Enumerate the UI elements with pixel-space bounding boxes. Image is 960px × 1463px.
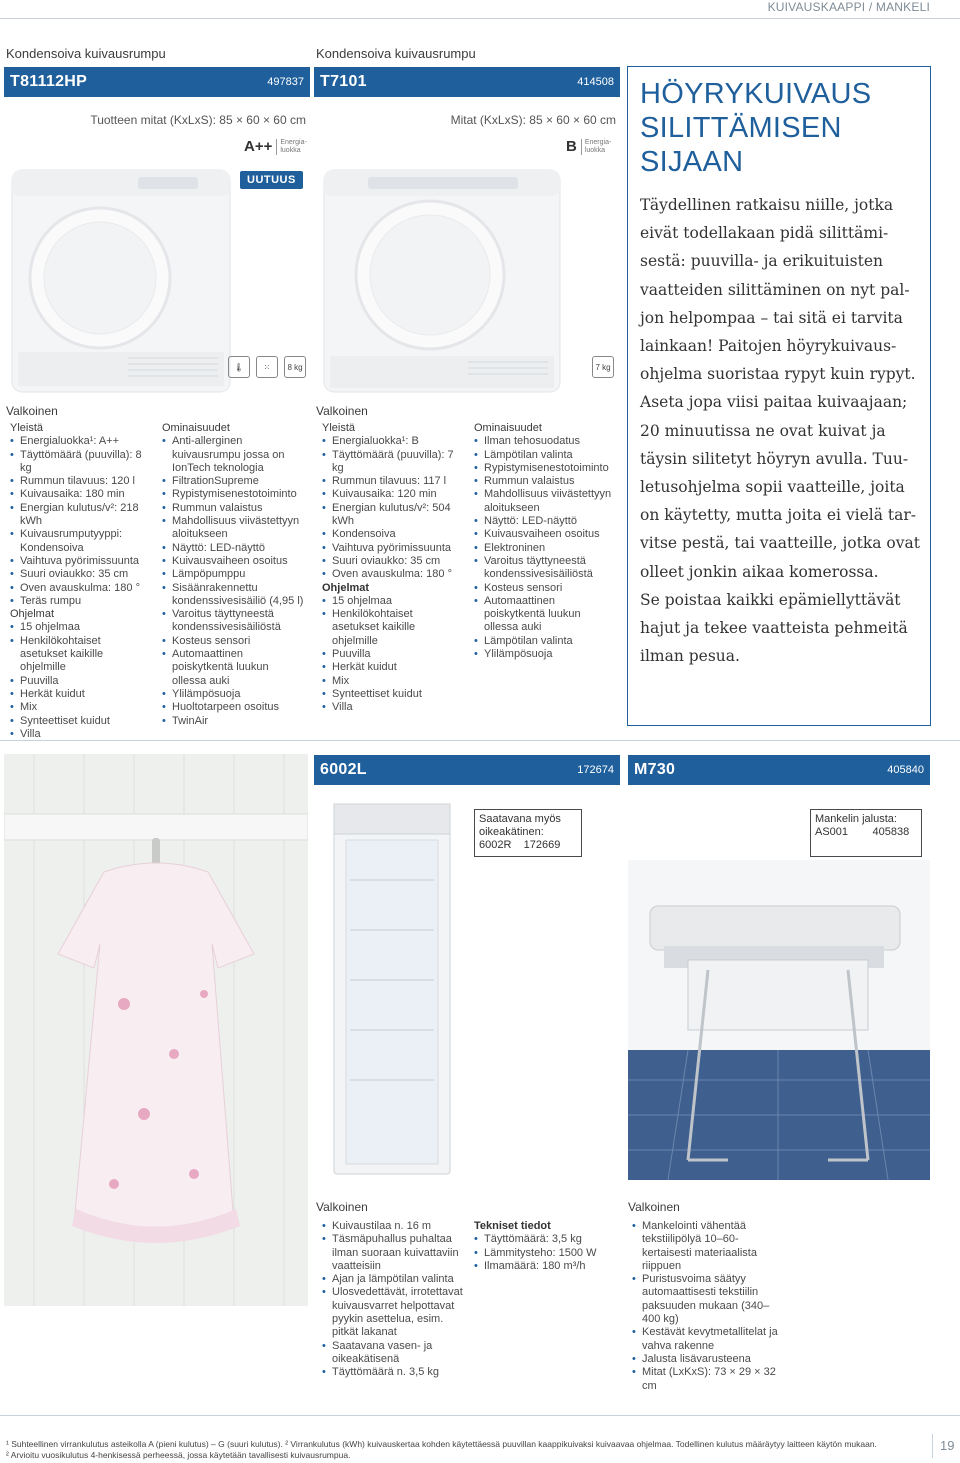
list-item: • Lämpötilan valinta xyxy=(474,449,616,462)
product1-code: 497837 xyxy=(267,76,304,88)
product4-features-list xyxy=(632,1220,782,1393)
panel-text-line: 20 minuutissa ne ovat kuivat ja xyxy=(640,421,886,440)
product2-general-heading: Yleistä xyxy=(322,422,356,434)
panel-text-line: Se poistaa kaikki epämiellyttävät xyxy=(640,590,901,609)
product2-features-column xyxy=(474,422,616,661)
note-line: AS001 405838 xyxy=(815,826,910,838)
product4-stand-note xyxy=(810,809,922,857)
panel-title xyxy=(640,77,871,179)
list-item: • FiltrationSupreme xyxy=(162,475,304,488)
product3-model: 6002L xyxy=(320,761,367,778)
list-item: • Näyttö: LED-näyttö xyxy=(162,542,304,555)
list-item: • Ylilämpösuoja xyxy=(474,648,616,661)
product2-features-heading: Ominaisuudet xyxy=(474,422,542,434)
dress-photo xyxy=(4,754,308,1306)
list-item: • Sisäänrakennettu kondenssivesisäiliö (4,95 l) xyxy=(162,582,304,609)
footnote: ² Arvioitu vuosikulutus 4-henkisessä perheessä, jossa käytetään tavallisesti kuivausrumpua. xyxy=(6,1450,351,1460)
ironer-image xyxy=(628,860,930,1180)
list-item: • Vaihtuva pyörimissuunta xyxy=(10,555,150,568)
product1-features-column xyxy=(162,422,304,728)
list-item: • Kuivaustilaa n. 16 m xyxy=(322,1220,464,1233)
panel-text-line: Täydellinen ratkaisu niille, jotka xyxy=(640,196,894,214)
list-item: • Rummun valaistus xyxy=(162,502,304,515)
product1-color: Valkoinen xyxy=(6,404,58,418)
product1-general-heading: Yleistä xyxy=(10,422,44,434)
list-item: • Herkät kuidut xyxy=(10,688,150,701)
capacity-icon: 7 kg xyxy=(592,356,614,378)
product1-model: T81112HP xyxy=(10,73,88,90)
list-item: • Rummun valaistus xyxy=(474,475,616,488)
list-item: • Suuri oviaukko: 35 cm xyxy=(322,555,462,568)
product2-energy-caption: Energia- luokka xyxy=(581,139,613,155)
list-item: • Täyttömäärä: 3,5 kg xyxy=(474,1233,616,1246)
list-item: • Kuivausvaiheen osoitus xyxy=(162,555,304,568)
list-item: • Energian kulutus/v²: 218 kWh xyxy=(10,502,150,529)
product4-title-bar xyxy=(628,755,930,785)
middle-rule xyxy=(0,740,960,741)
product1-title-bar xyxy=(4,67,310,97)
list-item: • Oven avauskulma: 180 ° xyxy=(322,568,462,581)
product1-features-heading: Ominaisuudet xyxy=(162,422,230,434)
footer-rule xyxy=(0,1415,960,1416)
panel-text-line: letusohjelma sopii vaatteille, joita xyxy=(640,478,905,497)
panel-text-line: ilman pesua. xyxy=(640,647,740,666)
panel-text-line: olleet jonkin aikaa komerossa. xyxy=(640,562,879,581)
list-item: • Rummun tilavuus: 120 l xyxy=(10,475,150,488)
product3-tech-list xyxy=(474,1233,616,1273)
product2-programs-list xyxy=(322,595,462,715)
product2-title-bar xyxy=(314,67,620,97)
list-item: • Kosteus sensori xyxy=(474,582,616,595)
list-item: • Elektroninen xyxy=(474,542,616,555)
product1-programs-list xyxy=(10,621,150,741)
list-item: • Villa xyxy=(322,701,462,714)
panel-text-line: ohjelma suoristaa rypyt kuin rypyt. xyxy=(640,365,916,384)
list-item: • Huoltotarpeen osoitus xyxy=(162,701,304,714)
list-item: • Energian kulutus/v²: 504 kWh xyxy=(322,502,462,529)
dress-illustration xyxy=(4,754,308,1306)
list-item: • Villa xyxy=(10,728,150,741)
list-item: • Ulosvedettävät, irrotettavat kuivausvarret helpottavat pyykin asettelua, esim. pitkät lakanat xyxy=(322,1286,464,1339)
footnote: ¹ Suhteellinen virrankulutus asteikolla A (pieni kulutus) – G (suuri kulutus). ² Virrankulutus (kWh) kuivauskertaa kohden käytettäessä puuvillan kaappikuivaksi kuivaavaa ohjelmaa. Todellinen kulutus määräytyy laitteen käytön mukaan. xyxy=(6,1439,877,1449)
list-item: • Ilman tehosuodatus xyxy=(474,435,616,448)
product1-new-badge: UUTUUS xyxy=(240,171,303,189)
panel-text-line: vaatteiden silittäminen on nyt pal- xyxy=(640,280,910,299)
product3-features-column xyxy=(322,1220,464,1380)
list-item: • 15 ohjelmaa xyxy=(10,621,150,634)
steam-dots-icon: ⁙ xyxy=(256,356,278,378)
drying-cabinet-image xyxy=(328,800,458,1180)
product2-general-list xyxy=(322,435,462,581)
list-item: • Energialuokka¹: B xyxy=(322,435,462,448)
product3-tech-heading: Tekniset tiedot xyxy=(474,1220,551,1232)
product1-energy-caption: Energia- luokka xyxy=(276,139,308,155)
product2-energy-class: B xyxy=(566,138,577,155)
list-item: • Kondensoiva xyxy=(322,528,462,541)
product2-programs-heading: Ohjelmat xyxy=(322,581,370,594)
list-item: • Lämpötilan valinta xyxy=(474,635,616,648)
product1-category: Kondensoiva kuivausrumpu xyxy=(6,46,166,61)
list-item: • Näyttö: LED-näyttö xyxy=(474,515,616,528)
list-item: • Suuri oviaukko: 35 cm xyxy=(10,568,150,581)
list-item: • Vaihtuva pyörimissuunta xyxy=(322,542,462,555)
product2-category: Kondensoiva kuivausrumpu xyxy=(316,46,476,61)
product1-energy-label xyxy=(244,138,308,155)
list-item: • Ilmamäärä: 180 m³/h xyxy=(474,1260,616,1273)
product1-features-list xyxy=(162,435,304,728)
list-item: • TwinAir xyxy=(162,715,304,728)
dryer-illustration xyxy=(8,130,238,395)
product3-color: Valkoinen xyxy=(316,1200,368,1214)
panel-title-line: HÖYRYKUIVAUS xyxy=(640,78,872,110)
list-item: • Saatavana vasen- ja oikeakätisenä xyxy=(322,1340,464,1367)
footnotes xyxy=(6,1439,921,1461)
note-line: oikeakätinen: xyxy=(479,826,544,838)
list-item: • Mahdollisuus viivästettyyn aloitukseen xyxy=(474,488,616,515)
list-item: • Puristusvoima säätyy automaattisesti tekstiilin paksuuden mukaan (340–400 kg) xyxy=(632,1273,782,1326)
product1-general-list xyxy=(10,435,150,608)
cabinet-illustration xyxy=(328,800,458,1180)
list-item: • Kuivausrumputyyppi: Kondensoiva xyxy=(10,528,150,555)
list-item: • Automaattinen poiskytkentä luukun ollessa auki xyxy=(162,648,304,688)
product1-general-column xyxy=(10,422,150,741)
panel-text-line: sestä: puuvilla- ja erikuituisten xyxy=(640,252,883,271)
list-item: • Kosteus sensori xyxy=(162,635,304,648)
steam-drying-panel xyxy=(627,66,931,726)
product2-general-column xyxy=(322,422,462,715)
product3-variant-note xyxy=(474,809,582,857)
capacity-icon: 8 kg xyxy=(284,356,306,378)
product4-model: M730 xyxy=(634,761,676,778)
product2-model: T7101 xyxy=(320,73,367,90)
list-item: • Henkilökohtaiset asetukset kaikille ohjelmille xyxy=(322,608,462,648)
list-item: • Täsmäpuhallus puhaltaa ilman suoraan kuivattaviin vaatteisiin xyxy=(322,1233,464,1273)
list-item: • Lämmitysteho: 1500 W xyxy=(474,1247,616,1260)
list-item: • Herkät kuidut xyxy=(322,661,462,674)
note-line: 6002R 172669 xyxy=(479,839,561,851)
product3-code: 172674 xyxy=(577,764,614,776)
list-item: • Lämpöpumppu xyxy=(162,568,304,581)
dryer-illustration xyxy=(318,150,578,395)
product4-code: 405840 xyxy=(887,764,924,776)
list-item: • Mix xyxy=(10,701,150,714)
panel-text-line: eivät todellakaan pidä silittämi- xyxy=(640,224,889,243)
product2-dimensions: Mitat (KxLxS): 85 × 60 × 60 cm xyxy=(450,113,616,127)
list-item: • Teräs rumpu xyxy=(10,595,150,608)
list-item: • Täyttömäärä (puuvilla): 7 kg xyxy=(322,449,462,476)
list-item: • Energialuokka¹: A++ xyxy=(10,435,150,448)
product3-title-bar xyxy=(314,755,620,785)
list-item: • Ajan ja lämpötilan valinta xyxy=(322,1273,464,1286)
product1-programs-heading: Ohjelmat xyxy=(10,608,55,621)
product4-color: Valkoinen xyxy=(628,1200,680,1214)
list-item: • Kuivausaika: 120 min xyxy=(322,488,462,501)
product4-features-column xyxy=(632,1220,782,1393)
list-item: • Puuvilla xyxy=(10,675,150,688)
list-item: • Varoitus täyttyneestä kondenssivesisäiliöstä xyxy=(474,555,616,582)
product1-icons xyxy=(228,356,306,378)
list-item: • Täyttömäärä (puuvilla): 8 kg xyxy=(10,449,150,476)
panel-body xyxy=(640,191,926,670)
list-item: • 15 ohjelmaa xyxy=(322,595,462,608)
product3-tech-column xyxy=(474,1220,616,1273)
list-item: • Jalusta lisävarusteena xyxy=(632,1353,782,1366)
list-item: • Kuivausvaiheen osoitus xyxy=(474,528,616,541)
list-item: • Mix xyxy=(322,675,462,688)
panel-text-line: vitse pestä, tai vaatteille, jotka ovat xyxy=(640,534,920,553)
panel-title-line: SIJAAN xyxy=(640,146,744,178)
list-item: • Mankelointi vähentää tekstiilipölyä 10–60-kertaisesti materiaalista riippuen xyxy=(632,1220,782,1273)
panel-text-line: jon helpompaa – tai sitä ei tarvita xyxy=(640,308,903,327)
product1-image xyxy=(8,130,238,395)
list-item: • Mitat (LxKxS): 73 × 29 × 32 cm xyxy=(632,1366,782,1393)
panel-text-line: hajut ja tekee vaatteista pehmeitä xyxy=(640,619,908,638)
product3-features-list xyxy=(322,1220,464,1380)
header-rule xyxy=(0,18,960,19)
product2-color: Valkoinen xyxy=(316,404,368,418)
list-item: • Puuvilla xyxy=(322,648,462,661)
list-item: • Oven avauskulma: 180 ° xyxy=(10,582,150,595)
thermometer-icon: 🌡 xyxy=(228,356,250,378)
list-item: • Varoitus täyttyneestä kondenssivesisäiliöstä xyxy=(162,608,304,635)
note-line: Mankelin jalusta: xyxy=(815,813,897,825)
list-item: • Rypistymisenestotoiminto xyxy=(162,488,304,501)
list-item: • Kuivausaika: 180 min xyxy=(10,488,150,501)
page-number: 19 xyxy=(940,1438,955,1453)
panel-text-line: lainkaan! Paitojen höyrykuivaus- xyxy=(640,337,897,356)
list-item: • Mahdollisuus viivästettyyn aloitukseen xyxy=(162,515,304,542)
list-item: • Synteettiset kuidut xyxy=(322,688,462,701)
product2-code: 414508 xyxy=(577,76,614,88)
product1-dimensions: Tuotteen mitat (KxLxS): 85 × 60 × 60 cm xyxy=(90,113,306,127)
list-item: • Synteettiset kuidut xyxy=(10,715,150,728)
section-title: KUIVAUSKAAPPI / MANKELI xyxy=(767,0,930,14)
list-item: • Ylilämpösuoja xyxy=(162,688,304,701)
product2-image xyxy=(318,150,578,395)
page-number-divider xyxy=(932,1434,933,1458)
note-line: Saatavana myös xyxy=(479,813,561,825)
panel-title-line: SILITTÄMISEN xyxy=(640,112,842,144)
list-item: • Täyttömäärä n. 3,5 kg xyxy=(322,1366,464,1379)
product2-features-list xyxy=(474,435,616,661)
list-item: • Kestävät kevytmetallitelat ja vahva rakenne xyxy=(632,1326,782,1353)
list-item: • Automaattinen poiskytkentä luukun ollessa auki xyxy=(474,595,616,635)
product1-energy-class: A++ xyxy=(244,138,273,155)
list-item: • Rummun tilavuus: 117 l xyxy=(322,475,462,488)
panel-text-line: on käytetty, mutta joita ei vielä tar- xyxy=(640,506,917,525)
list-item: • Henkilökohtaiset asetukset kaikille ohjelmille xyxy=(10,635,150,675)
list-item: • Rypistymisenestotoiminto xyxy=(474,462,616,475)
list-item: • Anti-allerginen kuivausrumpu jossa on IonTech teknologia xyxy=(162,435,304,475)
ironer-illustration xyxy=(628,860,930,1180)
panel-text-line: täysin silitetyt höyryn avulla. Tuu- xyxy=(640,449,909,468)
panel-text-line: Aseta jopa viisi paitaa kuivaajaan; xyxy=(640,393,908,412)
